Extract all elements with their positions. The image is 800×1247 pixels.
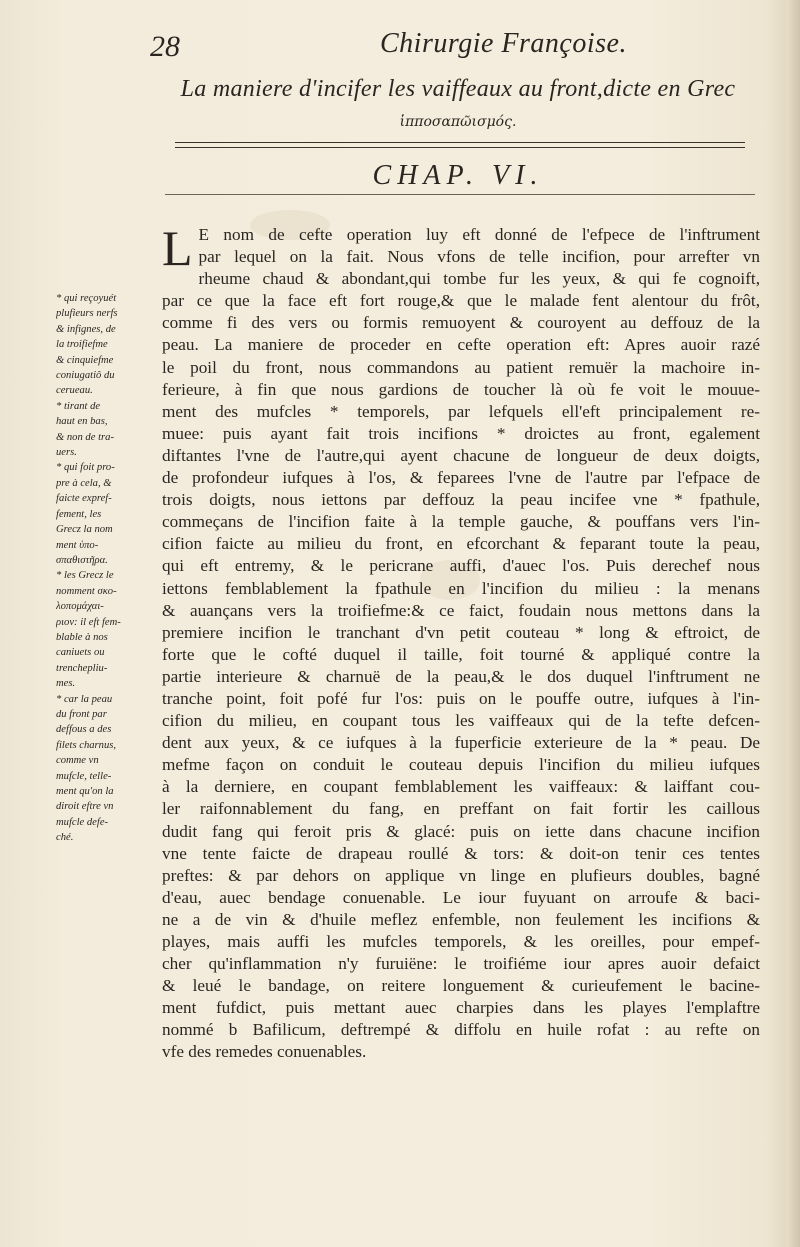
text-line: premiere incifion le tranchant d'vn petit couteau * long & eftroict, de [162, 622, 760, 642]
margin-note-line: nomment σκο- [56, 585, 117, 597]
margin-note-line: uers. [56, 447, 77, 459]
margin-note-line: cerueau. [56, 385, 93, 397]
text-line: E nom de cefte operation luy eft donné de l'efpece de l'inftrument [198, 225, 760, 244]
greek-term: ἱπποσαπῶισμός. [399, 114, 517, 130]
text-line: d'eau, auec bendage conuenable. Le iour fuyuant on arroufe & baci- [162, 887, 760, 907]
margin-note-line: comme vn [56, 755, 99, 767]
rule-divider [165, 194, 755, 195]
text-line: ne a de vin & d'huile meflez enfemble, non feulement les incifions & [162, 909, 760, 929]
text-line: cher qu'inflammation n'y furuiëne: le troifiéme iour apres auoir defaict [162, 954, 760, 974]
text-line: trois doigts, nous iettons par deffouz la peau incifee vne * fpathule, [162, 490, 760, 510]
margin-note-line: coniugatiô du [56, 370, 115, 382]
margin-note-line: * tirant de [56, 400, 101, 412]
page-edge [786, 0, 800, 1247]
margin-note-line: σπαθιστῆρα. [56, 554, 108, 566]
margin-note-line: filets charnus, [56, 739, 117, 751]
margin-note-line: pre à cela, & [56, 477, 112, 489]
text-line: ler raifonnablement du fang, en preffant on fait fortir les caillous [162, 799, 760, 819]
text-line: cifion faicte au milieu du front, en efcorchant & feparant toute la peau, [162, 534, 760, 554]
margin-note-line: du front par [56, 708, 107, 720]
text-line: dent aux yeux, & ce iufques à la fuperficie exterieure de la * peau. De [162, 733, 760, 753]
text-line: comme fi des vers ou formis remuoyent & couroyent au deffouz de la [162, 313, 760, 333]
margin-note-line: faicte expref- [56, 493, 112, 505]
running-head [150, 24, 750, 70]
text-line: par ce que la face eft fort rouge,& que le malade fent alentour du frôt, [162, 291, 760, 311]
text-line: preftes: & par dehors on applique vn linge en plufieurs doubles, bagné [162, 865, 760, 885]
margin-note-line: * qui foit pro- [56, 462, 115, 474]
text-line: à la derniere, en coupant femblablement les vaiffeaux: & laiffant cou- [162, 777, 760, 797]
text-line: peau. La maniere de proceder en cefte operation eft: Apres auoir razé [162, 335, 760, 355]
margin-note-line: plufieurs nerfs [56, 308, 118, 320]
text-line: rheume chaud & abondant,qui tombe fur les yeux, & qui fe cognoift, [198, 269, 760, 289]
double-rule-divider [175, 142, 745, 148]
margin-note-line: haut en bas, [56, 416, 108, 428]
text-line: dudit fang qui feroit pris & glacé: puis on iette dans chacune incifion [162, 821, 760, 841]
margin-note-line: ριον: il eft fem- [56, 616, 121, 628]
margin-note-line: & non de tra- [56, 431, 114, 443]
text-line: vfe des remedes conuenables. [162, 1042, 367, 1062]
margin-note-line: ment qu'on la [56, 786, 114, 797]
margin-note-line: la troifiefme [56, 339, 108, 351]
body-text [162, 220, 760, 1064]
margin-note-line: diroit eftre vn [56, 801, 114, 813]
margin-note-line: * car la peau [56, 693, 113, 705]
margin-note-line: & infignes, de [56, 323, 116, 335]
margin-note-line: & cinquiefme [56, 354, 114, 366]
margin-note-line: ché. [56, 832, 74, 844]
text-line: mefme façon on conduit le couteau depuis l'incifion du milieu iufques [162, 755, 760, 775]
text-line: & leué le bandage, on reitere longuement & curieufement le bacine- [162, 976, 760, 996]
text-line: tranche point, foit pofé fur l'os: puis on le pouffe outre, iufques à l'in- [162, 688, 760, 708]
margin-note-line: blable à nos [56, 631, 108, 643]
text-line: le poil du front, nous commandons au patient remuër la machoire in- [162, 357, 760, 377]
chapter-heading: CHAP. VI. [372, 160, 544, 191]
text-line: ment fufdict, puis mettant auec charpies dans les playes l'emplaftre [162, 998, 760, 1018]
text-line: de profondeur iufques à l'os, & feparees l'vne de l'autre par l'efpace de [162, 468, 760, 488]
margin-note-line: mufcle, telle- [56, 770, 112, 782]
text-line: diftantes l'vne de l'autre,qui ayent chacune de longueur de deux doigts, [162, 445, 760, 465]
text-line: par lequel on la fait. Nous vfons de telle incifion, pour arrefter vn [198, 247, 760, 267]
text-line: vne tente faicte de drapeau roullé & tors: & doit-on tenir ces tentes [162, 843, 760, 863]
drop-cap: L [162, 220, 193, 276]
text-line: cifion du milieu, en coupant tous les vaiffeaux qui de la tefte defcen- [162, 711, 760, 731]
text-line: playes, mais auffi les mufcles temporels, & les oreilles, pour empef- [162, 932, 760, 951]
margin-note-line: mes. [56, 678, 76, 690]
margin-note-line: λοπομάχαι- [56, 601, 104, 613]
text-line: partie interieure & charnuë de la peau,& le dos duquel l'inftrument ne [162, 666, 760, 686]
text-line: muee: puis ayant fait trois incifions * droictes au front, egalement [162, 423, 760, 443]
text-line: ment des mufcles * temporels, par lefquels ell'eft principalement re- [162, 401, 760, 421]
margin-note-line: deffous a des [56, 724, 112, 736]
text-line: forte que le cofté duquel il taille, foit tourné & appliqué contre la [162, 644, 760, 664]
margin-note-line: * les Grecz le [56, 570, 114, 582]
margin-note-line: Grecz la nom [56, 524, 113, 536]
margin-note-line: caniuets ou [56, 647, 105, 659]
section-title: La maniere d'incifer les vaiffeaux au front,dicte en Grec [180, 76, 736, 102]
margin-note-line: trenchepliu- [56, 662, 108, 674]
text-line: ferieure, à fin que nous gardions de toucher là où fe voit le mouue- [162, 379, 760, 399]
page-number: 28 [150, 30, 180, 63]
text-line: & auançans vers la troifiefme:& ce faict, foudain nous mettons dans la [162, 600, 760, 620]
text-line: nommé b Bafilicum, deftrempé & diffolu en huile rofat : au refte on [162, 1020, 760, 1040]
text-line: qui eft entremy, & le pericrane auffi, d'auec l'os. Puis derechef nous [162, 556, 760, 576]
margin-notes [56, 291, 156, 846]
margin-note-line: ment ὑπο- [56, 539, 99, 551]
text-line: iettons femblablement la fpathule en l'incifion du milieu : la menans [162, 578, 760, 598]
running-title: Chirurgie Françoise. [380, 28, 627, 59]
margin-note-line: mufcle defe- [56, 816, 109, 828]
margin-note-line: * qui reçoyuét [56, 293, 117, 304]
margin-note-line: fement, les [56, 508, 102, 520]
text-line: commeçans de l'incifion faite à la temple gauche, & pouffans vers l'in- [162, 512, 760, 532]
